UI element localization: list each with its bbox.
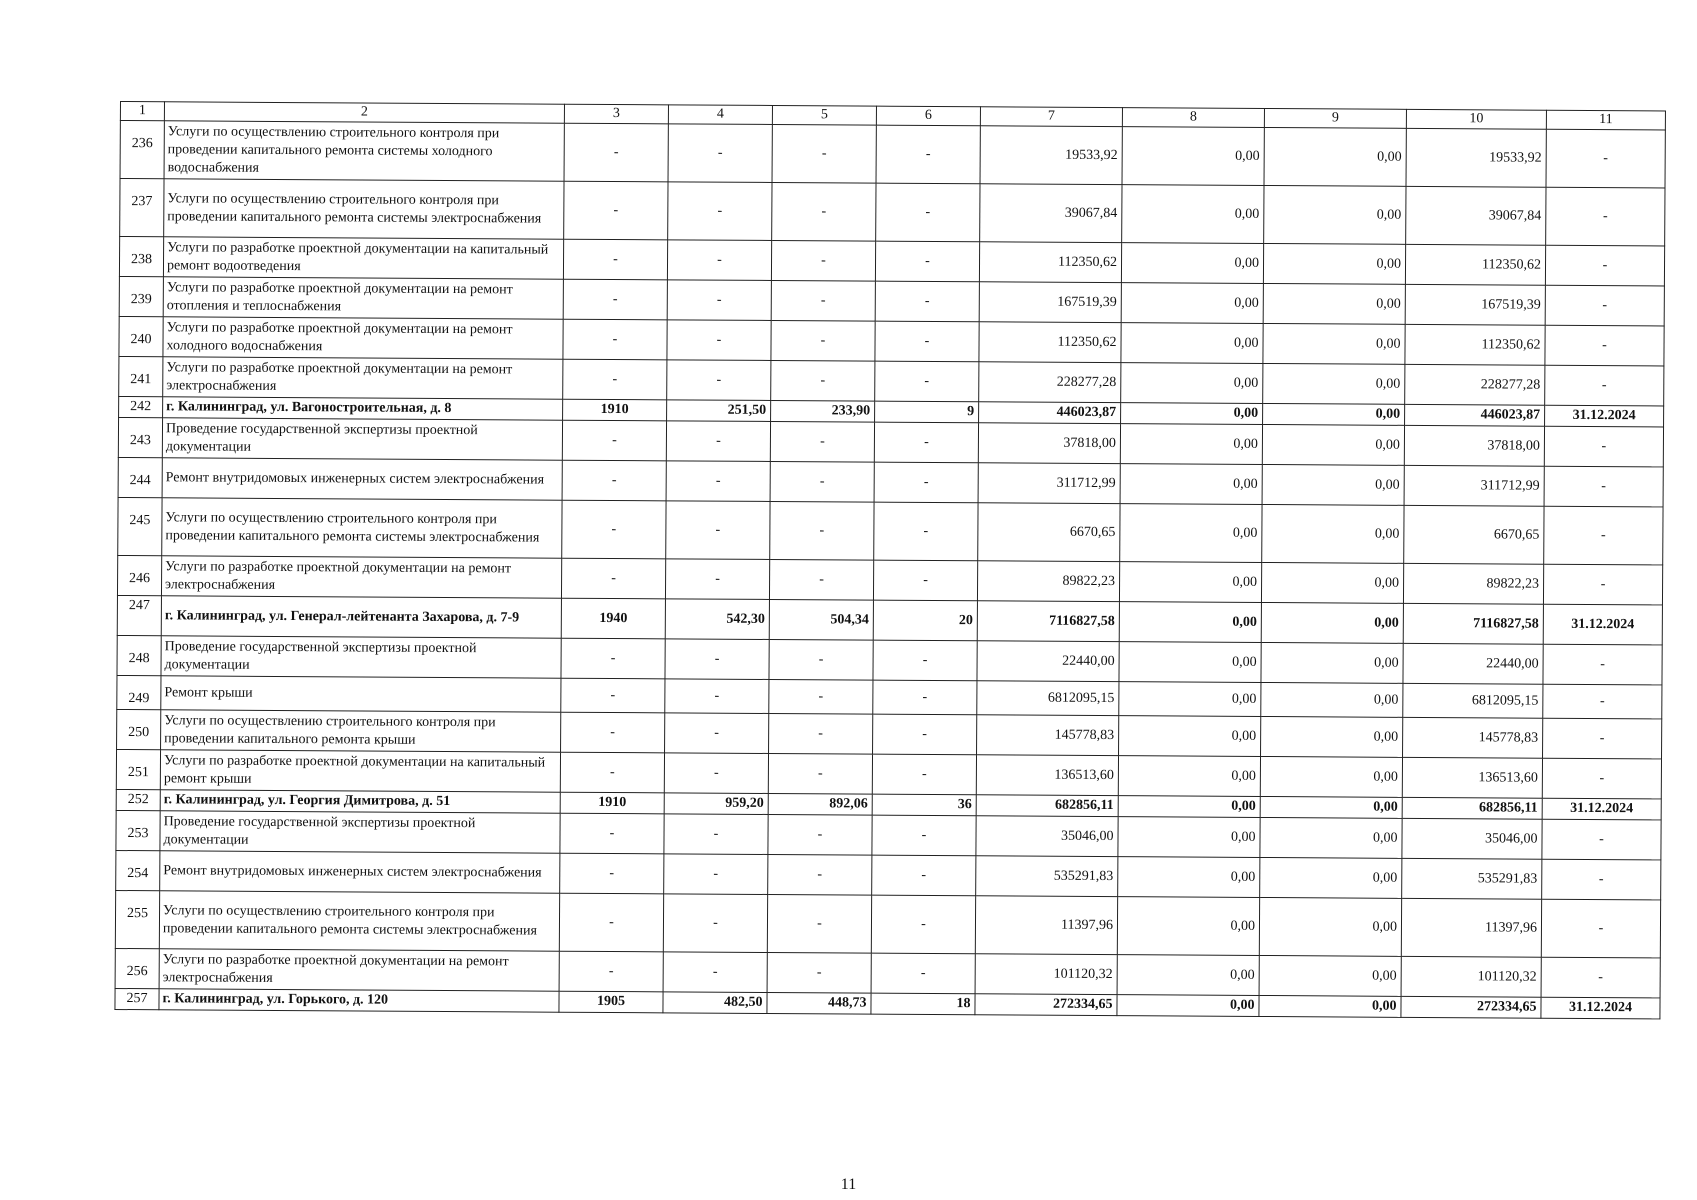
budget-cost-cell: 0,00 [1262, 464, 1404, 505]
budget-cost-cell: 0,00 [1262, 504, 1404, 563]
row-number-cell: 251 [116, 749, 160, 789]
work-description-cell: Проведение государственной экспертизы проектной документации [160, 811, 560, 853]
year-built-cell: - [559, 893, 663, 952]
total-area-cell: - [665, 639, 769, 680]
completion-date-cell: - [1546, 129, 1665, 188]
residential-area-cell: - [768, 814, 872, 855]
total-cost-cell: 19533,92 [980, 126, 1122, 185]
owner-cost-cell: 272334,65 [1401, 996, 1541, 1018]
total-area-cell: - [665, 713, 769, 754]
row-number-cell: 245 [118, 497, 162, 555]
owner-cost-cell: 145778,83 [1403, 717, 1543, 758]
residential-area-cell: - [769, 679, 873, 714]
total-cost-cell: 101120,32 [975, 954, 1117, 995]
total-cost-cell: 112350,62 [979, 322, 1121, 363]
total-cost-cell: 167519,39 [979, 282, 1121, 323]
total-area-cell: - [666, 501, 770, 560]
owner-cost-cell: 136513,60 [1402, 757, 1542, 798]
budget-cost-cell: 0,00 [1259, 995, 1401, 1017]
fund-cost-cell: 0,00 [1119, 642, 1261, 683]
year-built-cell: - [562, 420, 666, 461]
work-description-cell: Услуги по осуществлению строительного контроля при проведении капитального ремонта системы электроснабжения [159, 891, 559, 951]
total-area-cell: 542,30 [665, 599, 769, 640]
residents-count-cell: 36 [872, 794, 976, 816]
total-cost-cell: 535291,83 [976, 856, 1118, 897]
total-area-cell: 251,50 [667, 400, 771, 422]
column-header-4: 4 [668, 105, 772, 125]
completion-date-cell: - [1542, 859, 1661, 900]
total-area-cell: 482,50 [663, 992, 767, 1014]
residents-count-cell: - [872, 855, 976, 896]
owner-cost-cell: 6812095,15 [1403, 683, 1543, 718]
row-number-cell: 248 [117, 635, 161, 675]
residents-count-cell: - [872, 815, 976, 856]
completion-date-cell: - [1541, 957, 1660, 998]
work-description-cell: Услуги по разработке проектной документации на ремонт холодного водоснабжения [163, 317, 563, 359]
total-cost-cell: 89822,23 [977, 561, 1119, 602]
residents-count-cell: - [871, 953, 975, 994]
residents-count-cell: 9 [875, 401, 979, 423]
total-cost-cell: 682856,11 [976, 795, 1118, 817]
residential-area-cell: 448,73 [767, 992, 871, 1014]
fund-cost-cell: 0,00 [1117, 995, 1259, 1017]
completion-date-cell: - [1544, 466, 1663, 507]
residential-area-cell: - [772, 124, 876, 183]
work-description-cell: Ремонт внутридомовых инженерных систем электроснабжения [160, 851, 560, 893]
year-built-cell: - [564, 181, 668, 240]
year-built-cell: - [561, 678, 665, 713]
work-description-cell: Проведение государственной экспертизы проектной документации [162, 418, 562, 460]
year-built-cell: - [563, 279, 667, 320]
budget-cost-cell: 0,00 [1260, 796, 1402, 818]
fund-cost-cell: 0,00 [1117, 897, 1259, 956]
year-built-cell: 1905 [559, 991, 663, 1013]
total-area-cell: - [667, 320, 771, 361]
fund-cost-cell: 0,00 [1122, 185, 1264, 244]
row-number-cell: 246 [117, 555, 161, 595]
residents-count-cell: - [875, 281, 979, 322]
owner-cost-cell: 89822,23 [1403, 563, 1543, 604]
total-area-cell: - [663, 952, 767, 993]
total-cost-cell: 6812095,15 [977, 681, 1119, 716]
work-description-cell: Услуги по разработке проектной документации на капитальный ремонт водоотведения [163, 237, 563, 279]
residents-count-cell: - [872, 754, 976, 795]
total-cost-cell: 446023,87 [979, 402, 1121, 424]
residents-count-cell: - [873, 680, 977, 715]
column-header-10: 10 [1406, 109, 1546, 129]
budget-cost-cell: 0,00 [1261, 642, 1403, 683]
completion-date-cell: 31.12.2024 [1543, 604, 1662, 645]
row-number-cell: 242 [119, 396, 163, 417]
year-built-cell: 1910 [563, 399, 667, 421]
completion-date-cell: 31.12.2024 [1541, 997, 1660, 1019]
fund-cost-cell: 0,00 [1121, 363, 1263, 404]
owner-cost-cell: 228277,28 [1405, 364, 1545, 405]
work-description-cell: г. Калининград, ул. Горького, д. 120 [159, 989, 559, 1012]
residential-area-cell: - [770, 421, 874, 462]
total-cost-cell: 136513,60 [976, 755, 1118, 796]
completion-date-cell: - [1544, 426, 1663, 467]
fund-cost-cell: 0,00 [1120, 504, 1262, 563]
year-built-cell: - [561, 638, 665, 679]
total-cost-cell: 39067,84 [980, 184, 1122, 243]
total-area-cell: - [665, 679, 769, 714]
owner-cost-cell: 311712,99 [1404, 465, 1544, 506]
total-cost-cell: 272334,65 [975, 994, 1117, 1016]
column-header-7: 7 [980, 107, 1122, 127]
work-description-cell: Ремонт внутридомовых инженерных систем электроснабжения [162, 458, 562, 500]
year-built-cell: - [562, 460, 666, 501]
budget-cost-cell: 0,00 [1261, 682, 1403, 717]
work-description-cell: Услуги по разработке проектной документации на ремонт электроснабжения [161, 556, 561, 598]
work-description-cell: Услуги по разработке проектной документации на ремонт электроснабжения [159, 949, 559, 991]
owner-cost-cell: 167519,39 [1405, 284, 1545, 325]
budget-cost-cell: 0,00 [1259, 955, 1401, 996]
residential-area-cell: - [770, 501, 874, 560]
column-header-8: 8 [1122, 108, 1264, 128]
residential-area-cell: 233,90 [771, 400, 875, 422]
year-built-cell: - [560, 813, 664, 854]
row-number-cell: 236 [120, 121, 164, 179]
year-built-cell: - [564, 123, 668, 182]
work-description-cell: Услуги по осуществлению строительного контроля при проведении капитального ремонта системы электроснабжения [164, 179, 564, 239]
fund-cost-cell: 0,00 [1117, 955, 1259, 996]
total-area-cell: 959,20 [664, 793, 768, 815]
table-body [115, 121, 1665, 1019]
row-number-cell: 254 [116, 850, 160, 890]
owner-cost-cell: 22440,00 [1403, 643, 1543, 684]
owner-cost-cell: 101120,32 [1401, 956, 1541, 997]
residents-count-cell: - [873, 714, 977, 755]
budget-cost-cell: 0,00 [1260, 756, 1402, 797]
residential-area-cell: 504,34 [769, 599, 873, 640]
fund-cost-cell: 0,00 [1121, 323, 1263, 364]
total-area-cell: - [663, 894, 767, 953]
completion-date-cell: - [1542, 819, 1661, 860]
column-header-6: 6 [876, 106, 980, 126]
budget-cost-cell: 0,00 [1264, 127, 1406, 186]
year-built-cell: - [562, 500, 666, 559]
year-built-cell: - [563, 239, 667, 280]
total-area-cell: - [665, 559, 769, 600]
total-area-cell: - [667, 360, 771, 401]
row-number-cell: 257 [115, 988, 159, 1009]
residential-area-cell: 892,06 [768, 793, 872, 815]
fund-cost-cell: 0,00 [1121, 283, 1263, 324]
budget-cost-cell: 0,00 [1264, 185, 1406, 244]
residential-area-cell: - [771, 240, 875, 281]
row-number-cell: 243 [118, 417, 162, 457]
total-cost-cell: 37818,00 [978, 423, 1120, 464]
fund-cost-cell: 0,00 [1121, 403, 1263, 425]
residential-area-cell: - [772, 182, 876, 241]
residential-area-cell: - [771, 360, 875, 401]
owner-cost-cell: 37818,00 [1404, 425, 1544, 466]
owner-cost-cell: 112350,62 [1405, 324, 1545, 365]
owner-cost-cell: 35046,00 [1402, 818, 1542, 859]
total-cost-cell: 35046,00 [976, 816, 1118, 857]
completion-date-cell: - [1543, 718, 1662, 759]
work-description-cell: Услуги по осуществлению строительного контроля при проведении капитального ремонта системы холодного водоснабжения [164, 121, 564, 181]
work-description-cell: Услуги по осуществлению строительного контроля при проведении капитального ремонта системы электроснабжения [162, 498, 562, 558]
work-description-cell: Услуги по осуществлению строительного контроля при проведении капитального ремонта крыши [161, 710, 561, 752]
completion-date-cell: - [1543, 564, 1662, 605]
completion-date-cell: - [1544, 506, 1663, 565]
budget-cost-cell: 0,00 [1263, 403, 1405, 425]
work-description-cell: г. Калининград, ул. Генерал-лейтенанта Захарова, д. 7-9 [161, 596, 561, 638]
total-area-cell: - [664, 753, 768, 794]
work-row [120, 179, 1665, 246]
residents-count-cell: - [876, 183, 980, 242]
year-built-cell: 1910 [560, 792, 664, 814]
fund-cost-cell: 0,00 [1122, 127, 1264, 186]
owner-cost-cell: 11397,96 [1401, 898, 1541, 957]
total-area-cell: - [664, 814, 768, 855]
work-description-cell: Ремонт крыши [161, 676, 561, 712]
total-cost-cell: 112350,62 [979, 242, 1121, 283]
residents-count-cell: - [873, 560, 977, 601]
residents-count-cell: - [874, 502, 978, 561]
completion-date-cell: - [1546, 187, 1665, 246]
total-cost-cell: 11397,96 [975, 896, 1117, 955]
completion-date-cell: - [1545, 245, 1664, 286]
fund-cost-cell: 0,00 [1119, 716, 1261, 757]
fund-cost-cell: 0,00 [1119, 562, 1261, 603]
total-area-cell: - [666, 421, 770, 462]
total-area-cell: - [666, 461, 770, 502]
completion-date-cell: - [1545, 285, 1664, 326]
residents-count-cell: - [873, 640, 977, 681]
work-description-cell: г. Калининград, ул. Вагоностроительная, д. 8 [163, 397, 563, 420]
residents-count-cell: - [871, 895, 975, 954]
budget-cost-cell: 0,00 [1263, 243, 1405, 284]
completion-date-cell: 31.12.2024 [1542, 798, 1661, 820]
year-built-cell: - [561, 558, 665, 599]
total-area-cell: - [668, 182, 772, 241]
total-area-cell: - [664, 854, 768, 895]
column-header-1: 1 [120, 102, 164, 121]
row-number-cell: 247 [117, 595, 161, 635]
column-header-5: 5 [772, 105, 876, 125]
residential-area-cell: - [767, 894, 871, 953]
budget-cost-cell: 0,00 [1261, 716, 1403, 757]
work-row [115, 890, 1660, 957]
fund-cost-cell: 0,00 [1118, 817, 1260, 858]
year-built-cell: - [560, 853, 664, 894]
budget-cost-cell: 0,00 [1263, 363, 1405, 404]
row-number-cell: 253 [116, 810, 160, 850]
residential-area-cell: - [769, 559, 873, 600]
work-description-cell: Услуги по разработке проектной документации на ремонт электроснабжения [163, 357, 563, 399]
column-header-3: 3 [564, 104, 668, 124]
completion-date-cell: - [1543, 684, 1662, 719]
residential-area-cell: - [771, 280, 875, 321]
completion-date-cell: - [1542, 758, 1661, 799]
residential-area-cell: - [767, 952, 871, 993]
work-description-cell: г. Калининград, ул. Георгия Димитрова, д. 51 [160, 790, 560, 813]
total-cost-cell: 145778,83 [977, 715, 1119, 756]
budget-cost-cell: 0,00 [1263, 283, 1405, 324]
residents-count-cell: - [875, 241, 979, 282]
column-header-2: 2 [164, 102, 564, 123]
year-built-cell: - [563, 319, 667, 360]
completion-date-cell: 31.12.2024 [1545, 405, 1664, 427]
residents-count-cell: - [875, 361, 979, 402]
completion-date-cell: - [1541, 899, 1660, 958]
row-number-cell: 237 [120, 179, 164, 237]
year-built-cell: 1940 [561, 598, 665, 639]
owner-cost-cell: 39067,84 [1406, 186, 1546, 245]
work-description-cell: Услуги по разработке проектной документации на капитальный ремонт крыши [160, 750, 560, 792]
fund-cost-cell: 0,00 [1120, 424, 1262, 465]
row-number-cell: 244 [118, 457, 162, 497]
row-number-cell: 249 [117, 675, 161, 709]
fund-cost-cell: 0,00 [1120, 464, 1262, 505]
column-header-9: 9 [1264, 108, 1406, 128]
fund-cost-cell: 0,00 [1119, 602, 1261, 643]
year-built-cell: - [561, 712, 665, 753]
budget-cost-cell: 0,00 [1261, 602, 1403, 643]
total-area-cell: - [667, 280, 771, 321]
work-row [118, 497, 1663, 564]
total-cost-cell: 22440,00 [977, 641, 1119, 682]
residents-count-cell: - [874, 462, 978, 503]
fund-cost-cell: 0,00 [1118, 756, 1260, 797]
residential-area-cell: - [771, 320, 875, 361]
fund-cost-cell: 0,00 [1118, 857, 1260, 898]
residential-area-cell: - [768, 854, 872, 895]
owner-cost-cell: 112350,62 [1405, 244, 1545, 285]
residents-count-cell: - [874, 422, 978, 463]
row-number-cell: 240 [119, 316, 163, 356]
total-cost-cell: 228277,28 [979, 362, 1121, 403]
completion-date-cell: - [1543, 644, 1662, 685]
total-area-cell: - [667, 240, 771, 281]
row-number-cell: 256 [115, 948, 159, 988]
page-number: 11 [840, 1176, 857, 1193]
year-built-cell: - [563, 359, 667, 400]
row-number-cell: 252 [116, 789, 160, 810]
residents-count-cell: - [876, 125, 980, 184]
residents-count-cell: - [875, 321, 979, 362]
owner-cost-cell: 682856,11 [1402, 797, 1542, 819]
total-area-cell: - [668, 124, 772, 183]
work-row [120, 121, 1665, 188]
row-number-cell: 238 [119, 237, 163, 277]
owner-cost-cell: 535291,83 [1402, 858, 1542, 899]
completion-date-cell: - [1545, 365, 1664, 406]
residents-count-cell: 20 [873, 600, 977, 641]
year-built-cell: - [559, 951, 663, 992]
residential-area-cell: - [769, 639, 873, 680]
residential-area-cell: - [768, 753, 872, 794]
fund-cost-cell: 0,00 [1119, 682, 1261, 717]
budget-cost-cell: 0,00 [1261, 562, 1403, 603]
residential-area-cell: - [769, 713, 873, 754]
completion-date-cell: - [1545, 325, 1664, 366]
owner-cost-cell: 7116827,58 [1403, 603, 1543, 644]
column-header-11: 11 [1546, 110, 1665, 130]
total-cost-cell: 311712,99 [978, 463, 1120, 504]
repair-program-table [114, 101, 1666, 1019]
budget-cost-cell: 0,00 [1262, 424, 1404, 465]
residents-count-cell: 18 [871, 993, 975, 1015]
budget-cost-cell: 0,00 [1260, 817, 1402, 858]
document-page [114, 101, 1665, 1019]
fund-cost-cell: 0,00 [1121, 243, 1263, 284]
year-built-cell: - [560, 752, 664, 793]
owner-cost-cell: 19533,92 [1406, 128, 1546, 187]
fund-cost-cell: 0,00 [1118, 796, 1260, 818]
residential-area-cell: - [770, 461, 874, 502]
row-number-cell: 241 [119, 356, 163, 396]
total-cost-cell: 7116827,58 [977, 601, 1119, 642]
owner-cost-cell: 446023,87 [1405, 404, 1545, 426]
total-cost-cell: 6670,65 [978, 503, 1120, 562]
budget-cost-cell: 0,00 [1263, 323, 1405, 364]
work-description-cell: Проведение государственной экспертизы проектной документации [161, 636, 561, 678]
row-number-cell: 239 [119, 276, 163, 316]
row-number-cell: 255 [115, 890, 159, 948]
owner-cost-cell: 6670,65 [1404, 505, 1544, 564]
work-description-cell: Услуги по разработке проектной документации на ремонт отопления и теплоснабжения [163, 277, 563, 319]
row-number-cell: 250 [117, 709, 161, 749]
budget-cost-cell: 0,00 [1260, 857, 1402, 898]
budget-cost-cell: 0,00 [1259, 897, 1401, 956]
